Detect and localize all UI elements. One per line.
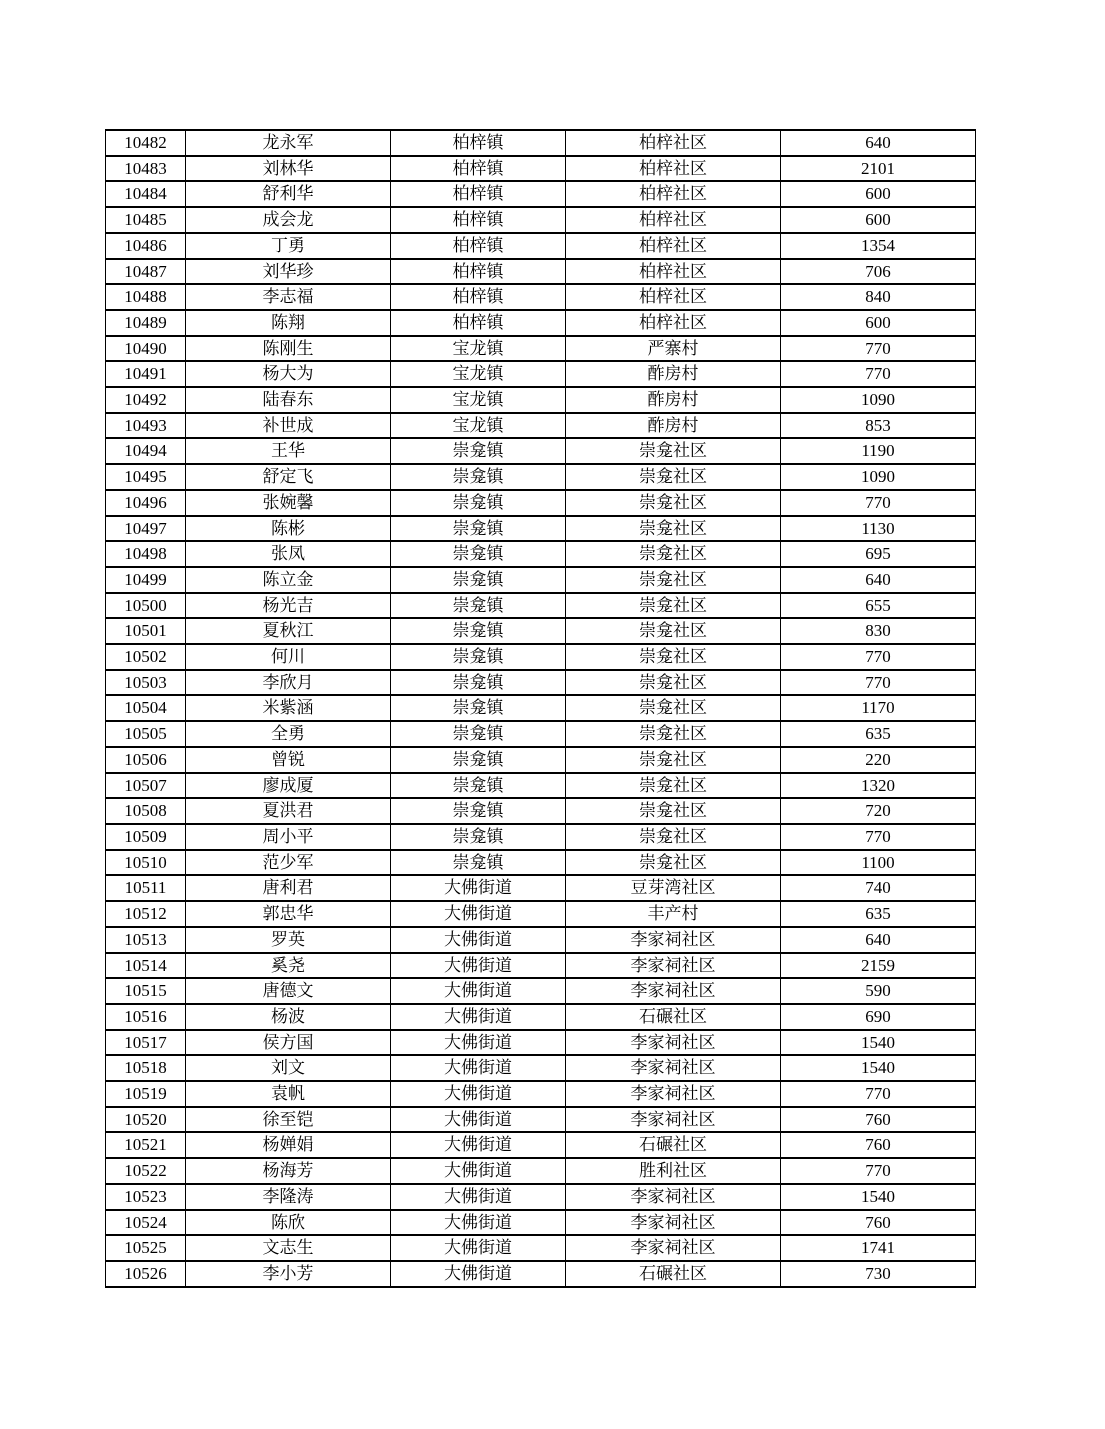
cell-village: 柏梓社区 bbox=[566, 130, 781, 156]
cell-town: 崇龛镇 bbox=[391, 438, 566, 464]
cell-id: 10487 bbox=[106, 259, 186, 285]
cell-town: 宝龙镇 bbox=[391, 387, 566, 413]
table-row bbox=[106, 233, 976, 259]
cell-amount: 640 bbox=[781, 130, 976, 156]
cell-name: 刘文 bbox=[186, 1055, 391, 1081]
cell-amount: 635 bbox=[781, 901, 976, 927]
cell-id: 10493 bbox=[106, 413, 186, 439]
cell-amount: 760 bbox=[781, 1132, 976, 1158]
cell-name: 李小芳 bbox=[186, 1261, 391, 1287]
cell-id: 10495 bbox=[106, 464, 186, 490]
cell-village: 崇龛社区 bbox=[566, 618, 781, 644]
table-row bbox=[106, 953, 976, 979]
cell-amount: 1090 bbox=[781, 464, 976, 490]
table-row bbox=[106, 644, 976, 670]
cell-town: 崇龛镇 bbox=[391, 618, 566, 644]
cell-town: 崇龛镇 bbox=[391, 747, 566, 773]
cell-id: 10490 bbox=[106, 336, 186, 362]
cell-name: 廖成厦 bbox=[186, 773, 391, 799]
cell-id: 10486 bbox=[106, 233, 186, 259]
cell-amount: 770 bbox=[781, 1158, 976, 1184]
cell-name: 米紫涵 bbox=[186, 695, 391, 721]
cell-town: 大佛街道 bbox=[391, 1132, 566, 1158]
cell-town: 大佛街道 bbox=[391, 1081, 566, 1107]
cell-name: 陆春东 bbox=[186, 387, 391, 413]
cell-id: 10488 bbox=[106, 284, 186, 310]
cell-town: 宝龙镇 bbox=[391, 361, 566, 387]
cell-amount: 730 bbox=[781, 1261, 976, 1287]
cell-village: 崇龛社区 bbox=[566, 695, 781, 721]
cell-town: 崇龛镇 bbox=[391, 593, 566, 619]
cell-id: 10516 bbox=[106, 1004, 186, 1030]
cell-name: 杨婵娟 bbox=[186, 1132, 391, 1158]
cell-amount: 706 bbox=[781, 259, 976, 285]
cell-amount: 770 bbox=[781, 670, 976, 696]
cell-village: 李家祠社区 bbox=[566, 1030, 781, 1056]
table-row bbox=[106, 1107, 976, 1133]
table-row bbox=[106, 1210, 976, 1236]
cell-village: 李家祠社区 bbox=[566, 1081, 781, 1107]
cell-name: 袁帆 bbox=[186, 1081, 391, 1107]
cell-town: 柏梓镇 bbox=[391, 259, 566, 285]
table-row bbox=[106, 490, 976, 516]
cell-village: 崇龛社区 bbox=[566, 644, 781, 670]
cell-amount: 760 bbox=[781, 1107, 976, 1133]
table-row bbox=[106, 438, 976, 464]
cell-village: 柏梓社区 bbox=[566, 310, 781, 336]
cell-village: 石碾社区 bbox=[566, 1261, 781, 1287]
cell-amount: 695 bbox=[781, 541, 976, 567]
cell-village: 柏梓社区 bbox=[566, 259, 781, 285]
cell-name: 张婉馨 bbox=[186, 490, 391, 516]
cell-amount: 2159 bbox=[781, 953, 976, 979]
cell-id: 10512 bbox=[106, 901, 186, 927]
cell-village: 李家祠社区 bbox=[566, 1055, 781, 1081]
cell-village: 崇龛社区 bbox=[566, 516, 781, 542]
cell-name: 王华 bbox=[186, 438, 391, 464]
table-row bbox=[106, 901, 976, 927]
cell-name: 龙永军 bbox=[186, 130, 391, 156]
cell-id: 10525 bbox=[106, 1235, 186, 1261]
cell-id: 10509 bbox=[106, 824, 186, 850]
cell-town: 崇龛镇 bbox=[391, 567, 566, 593]
cell-village: 李家祠社区 bbox=[566, 1210, 781, 1236]
cell-town: 大佛街道 bbox=[391, 978, 566, 1004]
cell-town: 柏梓镇 bbox=[391, 181, 566, 207]
table-row bbox=[106, 1235, 976, 1261]
cell-village: 崇龛社区 bbox=[566, 490, 781, 516]
table-row bbox=[106, 336, 976, 362]
cell-town: 宝龙镇 bbox=[391, 336, 566, 362]
cell-id: 10484 bbox=[106, 181, 186, 207]
cell-id: 10526 bbox=[106, 1261, 186, 1287]
cell-town: 崇龛镇 bbox=[391, 773, 566, 799]
cell-id: 10491 bbox=[106, 361, 186, 387]
cell-town: 大佛街道 bbox=[391, 1235, 566, 1261]
cell-town: 崇龛镇 bbox=[391, 695, 566, 721]
cell-amount: 740 bbox=[781, 875, 976, 901]
cell-name: 唐利君 bbox=[186, 875, 391, 901]
cell-village: 酢房村 bbox=[566, 387, 781, 413]
table-row bbox=[106, 824, 976, 850]
cell-id: 10508 bbox=[106, 798, 186, 824]
cell-village: 崇龛社区 bbox=[566, 464, 781, 490]
cell-name: 陈翔 bbox=[186, 310, 391, 336]
cell-amount: 690 bbox=[781, 1004, 976, 1030]
cell-village: 柏梓社区 bbox=[566, 207, 781, 233]
cell-town: 崇龛镇 bbox=[391, 644, 566, 670]
cell-id: 10511 bbox=[106, 875, 186, 901]
cell-name: 范少军 bbox=[186, 850, 391, 876]
cell-amount: 600 bbox=[781, 181, 976, 207]
table-row bbox=[106, 593, 976, 619]
cell-id: 10485 bbox=[106, 207, 186, 233]
cell-name: 唐德文 bbox=[186, 978, 391, 1004]
cell-town: 宝龙镇 bbox=[391, 413, 566, 439]
cell-id: 10513 bbox=[106, 927, 186, 953]
cell-name: 刘华珍 bbox=[186, 259, 391, 285]
cell-village: 崇龛社区 bbox=[566, 567, 781, 593]
table-row bbox=[106, 207, 976, 233]
cell-id: 10520 bbox=[106, 1107, 186, 1133]
cell-name: 何川 bbox=[186, 644, 391, 670]
cell-name: 罗英 bbox=[186, 927, 391, 953]
table-row bbox=[106, 361, 976, 387]
cell-name: 郭忠华 bbox=[186, 901, 391, 927]
cell-town: 柏梓镇 bbox=[391, 156, 566, 182]
cell-amount: 770 bbox=[781, 644, 976, 670]
cell-id: 10482 bbox=[106, 130, 186, 156]
cell-town: 大佛街道 bbox=[391, 1158, 566, 1184]
table-row bbox=[106, 541, 976, 567]
cell-name: 刘林华 bbox=[186, 156, 391, 182]
cell-amount: 830 bbox=[781, 618, 976, 644]
cell-town: 大佛街道 bbox=[391, 927, 566, 953]
cell-town: 柏梓镇 bbox=[391, 310, 566, 336]
cell-town: 大佛街道 bbox=[391, 1210, 566, 1236]
cell-name: 补世成 bbox=[186, 413, 391, 439]
cell-id: 10524 bbox=[106, 1210, 186, 1236]
cell-id: 10489 bbox=[106, 310, 186, 336]
table-row bbox=[106, 1184, 976, 1210]
cell-village: 柏梓社区 bbox=[566, 233, 781, 259]
cell-amount: 1130 bbox=[781, 516, 976, 542]
cell-amount: 1540 bbox=[781, 1055, 976, 1081]
cell-town: 崇龛镇 bbox=[391, 490, 566, 516]
cell-village: 崇龛社区 bbox=[566, 824, 781, 850]
cell-id: 10505 bbox=[106, 721, 186, 747]
cell-id: 10507 bbox=[106, 773, 186, 799]
cell-village: 柏梓社区 bbox=[566, 284, 781, 310]
cell-village: 李家祠社区 bbox=[566, 1235, 781, 1261]
cell-village: 胜利社区 bbox=[566, 1158, 781, 1184]
cell-id: 10496 bbox=[106, 490, 186, 516]
table-row bbox=[106, 747, 976, 773]
cell-id: 10514 bbox=[106, 953, 186, 979]
table-row bbox=[106, 284, 976, 310]
table-row bbox=[106, 310, 976, 336]
cell-name: 陈欣 bbox=[186, 1210, 391, 1236]
cell-town: 大佛街道 bbox=[391, 1107, 566, 1133]
cell-amount: 600 bbox=[781, 310, 976, 336]
cell-id: 10497 bbox=[106, 516, 186, 542]
cell-village: 崇龛社区 bbox=[566, 798, 781, 824]
cell-town: 大佛街道 bbox=[391, 1030, 566, 1056]
cell-village: 酢房村 bbox=[566, 361, 781, 387]
cell-id: 10519 bbox=[106, 1081, 186, 1107]
table-row bbox=[106, 259, 976, 285]
cell-town: 崇龛镇 bbox=[391, 798, 566, 824]
cell-amount: 770 bbox=[781, 490, 976, 516]
cell-id: 10521 bbox=[106, 1132, 186, 1158]
cell-name: 奚尧 bbox=[186, 953, 391, 979]
table-row bbox=[106, 1158, 976, 1184]
table-row bbox=[106, 464, 976, 490]
table-row bbox=[106, 1055, 976, 1081]
cell-name: 夏秋江 bbox=[186, 618, 391, 644]
cell-village: 严寨村 bbox=[566, 336, 781, 362]
table-row bbox=[106, 670, 976, 696]
cell-town: 崇龛镇 bbox=[391, 721, 566, 747]
cell-village: 崇龛社区 bbox=[566, 773, 781, 799]
cell-amount: 640 bbox=[781, 567, 976, 593]
table-row bbox=[106, 1030, 976, 1056]
cell-name: 侯方国 bbox=[186, 1030, 391, 1056]
cell-id: 10502 bbox=[106, 644, 186, 670]
table-row bbox=[106, 413, 976, 439]
cell-amount: 655 bbox=[781, 593, 976, 619]
cell-village: 李家祠社区 bbox=[566, 1107, 781, 1133]
cell-town: 崇龛镇 bbox=[391, 850, 566, 876]
cell-id: 10499 bbox=[106, 567, 186, 593]
cell-id: 10523 bbox=[106, 1184, 186, 1210]
cell-name: 成会龙 bbox=[186, 207, 391, 233]
cell-id: 10500 bbox=[106, 593, 186, 619]
cell-amount: 840 bbox=[781, 284, 976, 310]
cell-name: 李志福 bbox=[186, 284, 391, 310]
table-row bbox=[106, 978, 976, 1004]
cell-village: 柏梓社区 bbox=[566, 181, 781, 207]
cell-town: 柏梓镇 bbox=[391, 207, 566, 233]
cell-village: 李家祠社区 bbox=[566, 978, 781, 1004]
cell-village: 崇龛社区 bbox=[566, 541, 781, 567]
roster-table bbox=[105, 129, 976, 1288]
cell-amount: 640 bbox=[781, 927, 976, 953]
cell-village: 李家祠社区 bbox=[566, 1184, 781, 1210]
cell-name: 夏洪君 bbox=[186, 798, 391, 824]
cell-town: 崇龛镇 bbox=[391, 541, 566, 567]
cell-name: 杨波 bbox=[186, 1004, 391, 1030]
cell-village: 崇龛社区 bbox=[566, 593, 781, 619]
cell-id: 10517 bbox=[106, 1030, 186, 1056]
cell-amount: 770 bbox=[781, 824, 976, 850]
cell-amount: 720 bbox=[781, 798, 976, 824]
table-row bbox=[106, 798, 976, 824]
cell-town: 大佛街道 bbox=[391, 875, 566, 901]
table-row bbox=[106, 130, 976, 156]
cell-village: 崇龛社区 bbox=[566, 721, 781, 747]
cell-name: 丁勇 bbox=[186, 233, 391, 259]
cell-name: 李欣月 bbox=[186, 670, 391, 696]
table-row bbox=[106, 618, 976, 644]
cell-town: 大佛街道 bbox=[391, 953, 566, 979]
cell-name: 张凤 bbox=[186, 541, 391, 567]
table-row bbox=[106, 516, 976, 542]
cell-amount: 1320 bbox=[781, 773, 976, 799]
cell-village: 李家祠社区 bbox=[566, 927, 781, 953]
cell-amount: 1090 bbox=[781, 387, 976, 413]
cell-village: 石碾社区 bbox=[566, 1004, 781, 1030]
table-row bbox=[106, 181, 976, 207]
cell-village: 酢房村 bbox=[566, 413, 781, 439]
table-row bbox=[106, 850, 976, 876]
cell-id: 10498 bbox=[106, 541, 186, 567]
cell-name: 杨海芳 bbox=[186, 1158, 391, 1184]
cell-amount: 1540 bbox=[781, 1184, 976, 1210]
cell-name: 李隆涛 bbox=[186, 1184, 391, 1210]
cell-amount: 590 bbox=[781, 978, 976, 1004]
cell-id: 10492 bbox=[106, 387, 186, 413]
cell-village: 崇龛社区 bbox=[566, 670, 781, 696]
cell-name: 舒定飞 bbox=[186, 464, 391, 490]
cell-village: 石碾社区 bbox=[566, 1132, 781, 1158]
cell-name: 全勇 bbox=[186, 721, 391, 747]
table-row bbox=[106, 695, 976, 721]
cell-town: 崇龛镇 bbox=[391, 516, 566, 542]
cell-name: 陈刚生 bbox=[186, 336, 391, 362]
cell-amount: 770 bbox=[781, 1081, 976, 1107]
cell-amount: 1170 bbox=[781, 695, 976, 721]
cell-id: 10515 bbox=[106, 978, 186, 1004]
table-row bbox=[106, 387, 976, 413]
table-row bbox=[106, 1261, 976, 1287]
cell-id: 10510 bbox=[106, 850, 186, 876]
cell-name: 周小平 bbox=[186, 824, 391, 850]
table-row bbox=[106, 1081, 976, 1107]
cell-name: 曾锐 bbox=[186, 747, 391, 773]
table-row bbox=[106, 927, 976, 953]
cell-town: 柏梓镇 bbox=[391, 284, 566, 310]
cell-village: 丰产村 bbox=[566, 901, 781, 927]
cell-id: 10494 bbox=[106, 438, 186, 464]
cell-village: 柏梓社区 bbox=[566, 156, 781, 182]
cell-amount: 1354 bbox=[781, 233, 976, 259]
cell-name: 杨大为 bbox=[186, 361, 391, 387]
cell-id: 10504 bbox=[106, 695, 186, 721]
cell-id: 10506 bbox=[106, 747, 186, 773]
cell-name: 徐至铠 bbox=[186, 1107, 391, 1133]
table-row bbox=[106, 875, 976, 901]
cell-amount: 760 bbox=[781, 1210, 976, 1236]
cell-amount: 1741 bbox=[781, 1235, 976, 1261]
cell-village: 崇龛社区 bbox=[566, 747, 781, 773]
cell-id: 10503 bbox=[106, 670, 186, 696]
cell-town: 崇龛镇 bbox=[391, 824, 566, 850]
cell-name: 杨光吉 bbox=[186, 593, 391, 619]
cell-id: 10522 bbox=[106, 1158, 186, 1184]
cell-amount: 635 bbox=[781, 721, 976, 747]
cell-village: 崇龛社区 bbox=[566, 850, 781, 876]
cell-town: 崇龛镇 bbox=[391, 670, 566, 696]
cell-name: 陈立金 bbox=[186, 567, 391, 593]
cell-amount: 1190 bbox=[781, 438, 976, 464]
cell-village: 豆芽湾社区 bbox=[566, 875, 781, 901]
roster-table-body bbox=[106, 130, 976, 1287]
table-row bbox=[106, 156, 976, 182]
cell-amount: 2101 bbox=[781, 156, 976, 182]
cell-id: 10501 bbox=[106, 618, 186, 644]
cell-village: 李家祠社区 bbox=[566, 953, 781, 979]
table-row bbox=[106, 567, 976, 593]
cell-name: 文志生 bbox=[186, 1235, 391, 1261]
cell-town: 大佛街道 bbox=[391, 1004, 566, 1030]
cell-village: 崇龛社区 bbox=[566, 438, 781, 464]
cell-town: 大佛街道 bbox=[391, 1055, 566, 1081]
cell-amount: 600 bbox=[781, 207, 976, 233]
cell-town: 柏梓镇 bbox=[391, 233, 566, 259]
cell-id: 10518 bbox=[106, 1055, 186, 1081]
cell-town: 大佛街道 bbox=[391, 901, 566, 927]
cell-name: 陈彬 bbox=[186, 516, 391, 542]
table-row bbox=[106, 1004, 976, 1030]
cell-town: 大佛街道 bbox=[391, 1184, 566, 1210]
table-row bbox=[106, 1132, 976, 1158]
cell-amount: 770 bbox=[781, 361, 976, 387]
table-row bbox=[106, 721, 976, 747]
cell-name: 舒利华 bbox=[186, 181, 391, 207]
cell-amount: 1100 bbox=[781, 850, 976, 876]
cell-town: 崇龛镇 bbox=[391, 464, 566, 490]
cell-id: 10483 bbox=[106, 156, 186, 182]
cell-amount: 1540 bbox=[781, 1030, 976, 1056]
cell-town: 柏梓镇 bbox=[391, 130, 566, 156]
cell-amount: 770 bbox=[781, 336, 976, 362]
table-row bbox=[106, 773, 976, 799]
cell-amount: 853 bbox=[781, 413, 976, 439]
cell-amount: 220 bbox=[781, 747, 976, 773]
cell-town: 大佛街道 bbox=[391, 1261, 566, 1287]
